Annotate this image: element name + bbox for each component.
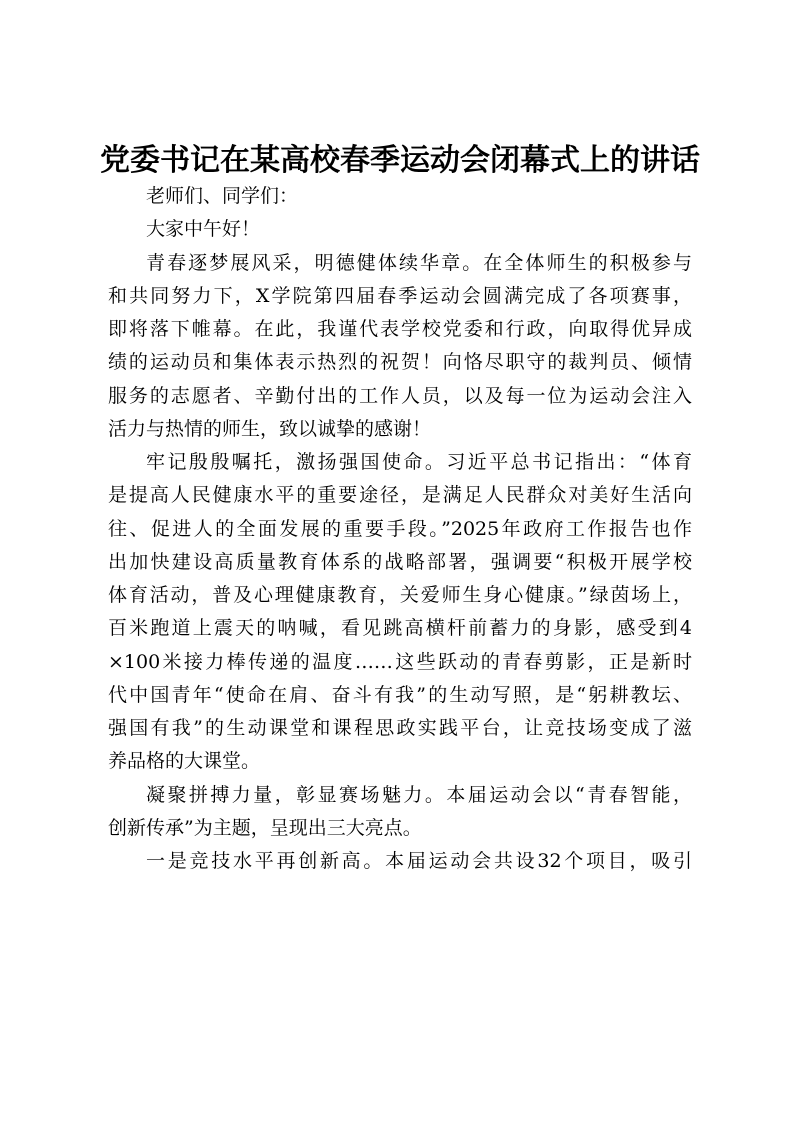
salutation-line: 老师们、同学们： [146, 185, 299, 207]
paragraph-line: 出加快建设高质量教育体系的战略部署，强调要“积极开展学校 [108, 550, 692, 573]
paragraph-line: 服务的志愿者、辛勤付出的工作人员，以及每一位为运动会注入 [108, 384, 692, 407]
paragraph-line: 牢记殷殷嘱托，激扬强国使命。习近平总书记指出：“体育 [146, 451, 692, 473]
document-title: 党委书记在某高校春季运动会闭幕式上的讲话 [100, 143, 700, 178]
paragraph-line: 创新传承”为主题，呈现出三大亮点。 [108, 816, 422, 839]
document-body [108, 180, 692, 878]
paragraph-line: 往、促进人的全面发展的重要手段。”2025年政府工作报告也作 [108, 517, 692, 540]
paragraph-line: 是提高人民健康水平的重要途径，是满足人民群众对美好生活向 [108, 484, 692, 507]
paragraph-line: 百米跑道上震天的呐喊，看见跳高横杆前蓄力的身影，感受到4 [108, 617, 692, 640]
paragraph-line: 养品格的大课堂。 [108, 750, 261, 773]
paragraph-line: 一是竞技水平再创新高。本届运动会共设32个项目，吸引 [146, 850, 692, 872]
greeting-line: 大家中午好！ [146, 218, 261, 241]
paragraph-line: 绩的运动员和集体表示热烈的祝贺！向恪尽职守的裁判员、倾情 [108, 351, 692, 374]
paragraph-line: 活力与热情的师生，致以诚挚的感谢！ [108, 417, 432, 440]
paragraph-line: 和共同努力下，X学院第四届春季运动会圆满完成了各项赛事， [108, 284, 692, 307]
paragraph-line: 代中国青年“使命在肩、奋斗有我”的生动写照，是“躬耕教坛、 [108, 683, 692, 706]
paragraph-line: 体育活动，普及心理健康教育，关爱师生身心健康。”绿茵场上， [108, 584, 692, 606]
paragraph-line: 青春逐梦展风采，明德健体续华章。在全体师生的积极参与 [146, 251, 692, 274]
paragraph-line: ×100米接力棒传递的温度……这些跃动的青春剪影，正是新时 [108, 650, 692, 673]
paragraph-line: 即将落下帷幕。在此，我谨代表学校党委和行政，向取得优异成 [108, 318, 692, 340]
paragraph-line: 凝聚拼搏力量，彰显赛场魅力。本届运动会以“青春智能， [146, 783, 692, 806]
paragraph-line: 强国有我”的生动课堂和课程思政实践平台，让竞技场变成了滋 [108, 717, 692, 739]
